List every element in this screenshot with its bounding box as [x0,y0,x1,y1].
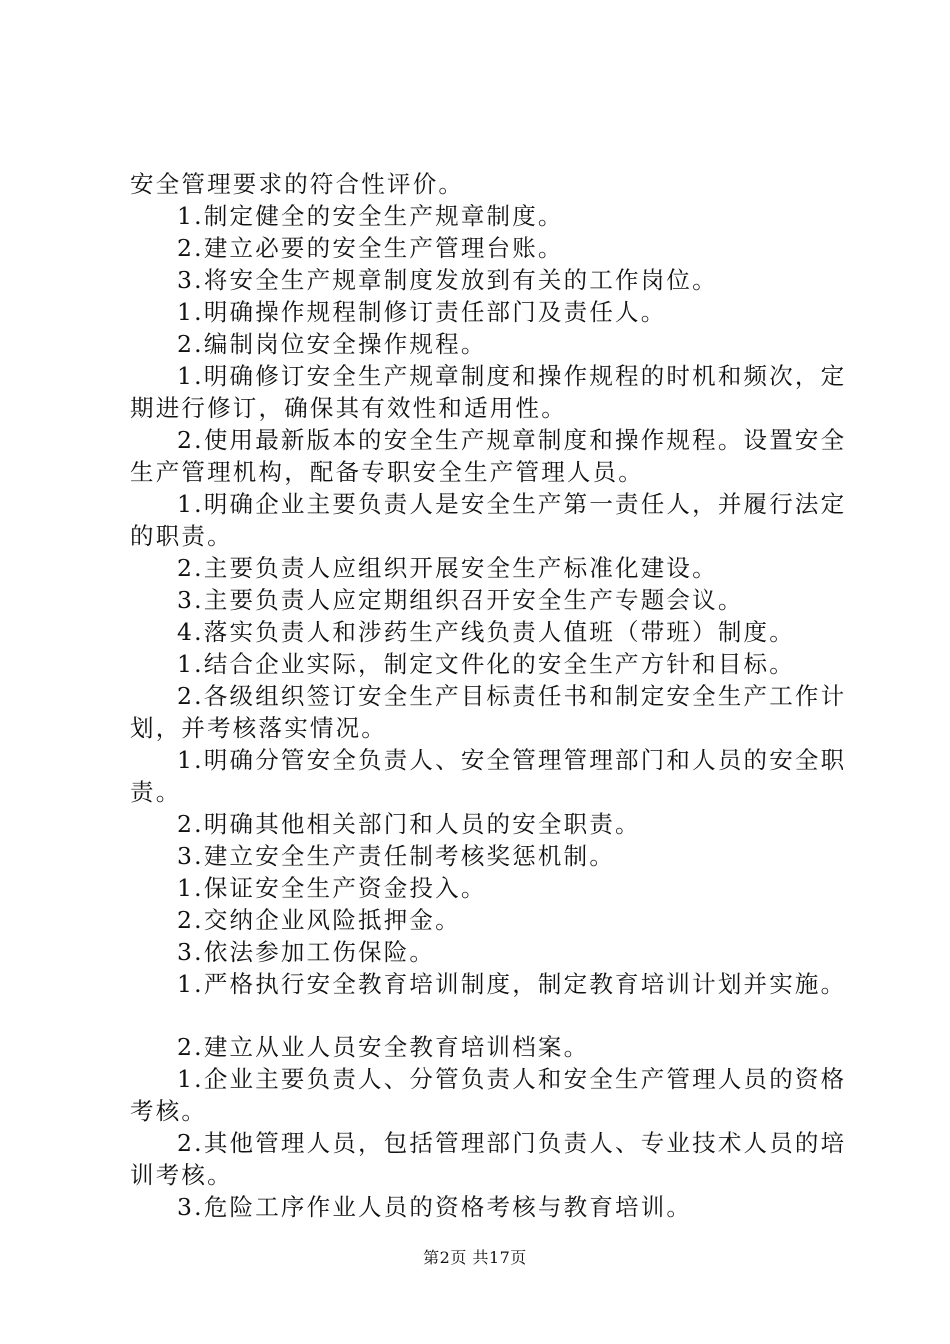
paragraph: 3.依法参加工伤保险。 [177,938,436,966]
paragraph: 2.交纳企业风险抵押金。 [177,906,461,934]
paragraph: 1.制定健全的安全生产规章制度。 [177,202,564,230]
paragraph: 3.将安全生产规章制度发放到有关的工作岗位。 [177,266,718,294]
paragraph: 1.明确分管安全负责人、安全管理管理部门和人员的安全职责。 [130,746,847,806]
paragraph: 2.各级组织签订安全生产目标责任书和制定安全生产工作计划，并考核落实情况。 [130,682,847,742]
paragraph: 2.编制岗位安全操作规程。 [177,330,487,358]
paragraph: 2.主要负责人应组织开展安全生产标准化建设。 [177,554,718,582]
paragraph: 2.明确其他相关部门和人员的安全职责。 [177,810,641,838]
document-body [130,168,850,1223]
paragraph: 1.企业主要负责人、分管负责人和安全生产管理人员的资格考核。 [130,1065,847,1125]
paragraph: 1.保证安全生产资金投入。 [177,874,487,902]
paragraph: 2.建立必要的安全生产管理台账。 [177,234,564,262]
paragraph: 2.使用最新版本的安全生产规章制度和操作规程。设置安全生产管理机构，配备专职安全生产管理人员。 [130,426,847,486]
paragraph: 3.危险工序作业人员的资格考核与教育培训。 [177,1193,693,1221]
paragraph: 3.主要负责人应定期组织召开安全生产专题会议。 [177,586,744,614]
paragraph: 安全管理要求的符合性评价。 [130,170,465,198]
page-number-footer: 第2页 共17页 [423,1248,527,1267]
paragraph: 3.建立安全生产责任制考核奖惩机制。 [177,842,616,870]
paragraph: 1.明确操作规程制修订责任部门及责任人。 [177,298,667,326]
paragraph: 1.明确企业主要负责人是安全生产第一责任人，并履行法定的职责。 [130,490,847,550]
paragraph: 4.落实负责人和涉药生产线负责人值班（带班）制度。 [177,618,795,646]
paragraph: 2.建立从业人员安全教育培训档案。 [177,1033,590,1061]
paragraph: 2.其他管理人员，包括管理部门负责人、专业技术人员的培训考核。 [130,1129,847,1189]
paragraph: 1.严格执行安全教育培训制度，制定教育培训计划并实施。 [177,970,847,998]
paragraph: 1.明确修订安全生产规章制度和操作规程的时机和频次，定期进行修订，确保其有效性和适用性。 [130,362,847,422]
paragraph: 1.结合企业实际，制定文件化的安全生产方针和目标。 [177,650,795,678]
